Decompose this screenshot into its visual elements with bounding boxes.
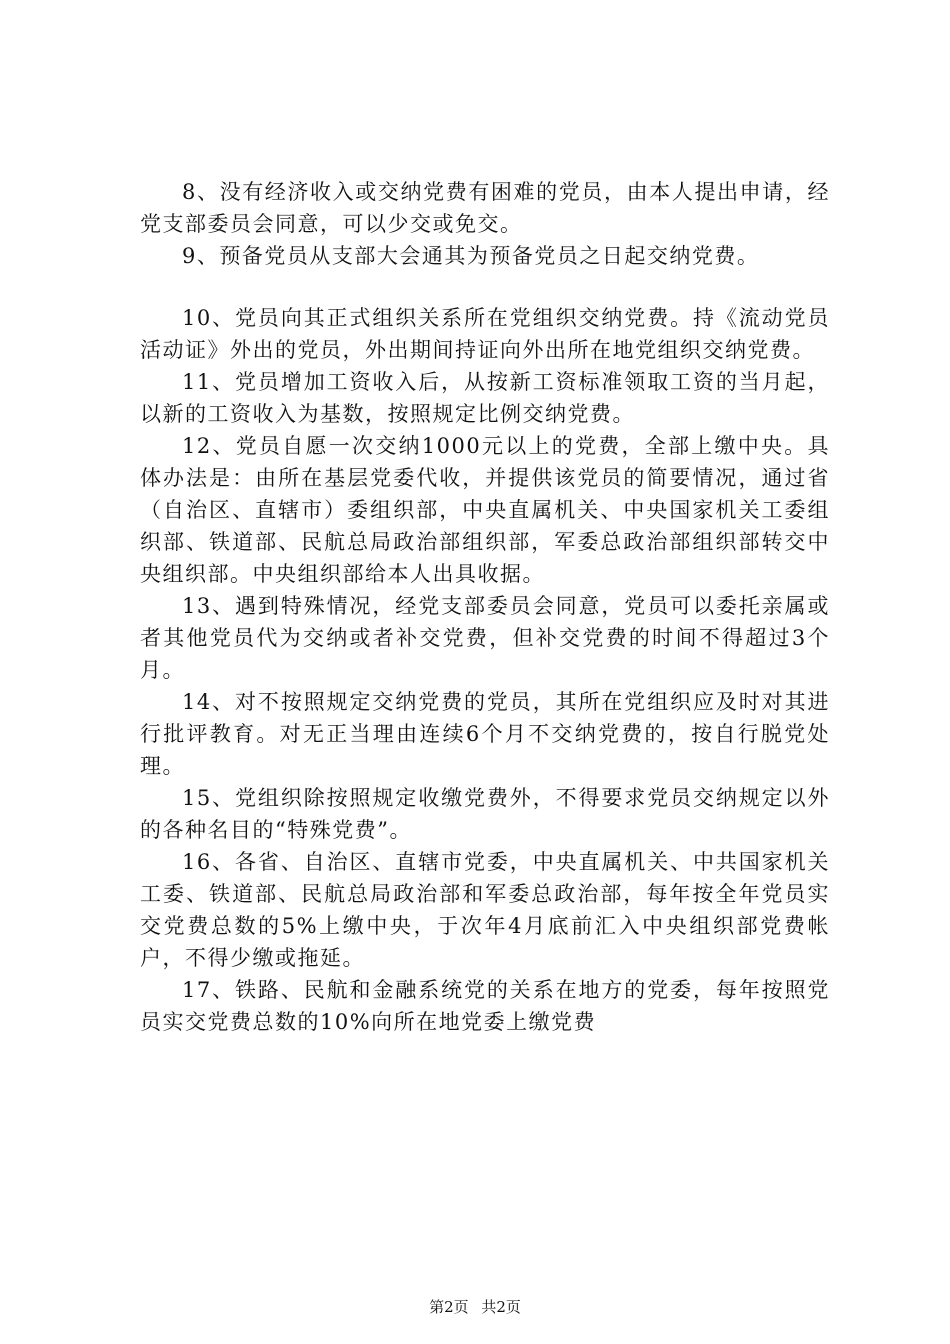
paragraph-12: 12、党员自愿一次交纳1000元以上的党费，全部上缴中央。具体办法是：由所在基层党委代收，并提供该党员的简要情况，通过省（自治区、直辖市）委组织部，中央直属机关、中央国家机关工委组织部、铁道部、民航总局政治部组织部，军委总政治部组织部转交中央组织部。中央组织部给本人出具收据。: [140, 434, 830, 586]
paragraph-13: 13、遇到特殊情况，经党支部委员会同意，党员可以委托亲属或者其他党员代为交纳或者补交党费，但补交党费的时间不得超过3个月。: [140, 594, 830, 682]
paragraph-16: 16、各省、自治区、直辖市党委，中央直属机关、中共国家机关工委、铁道部、民航总局政治部和军委总政治部，每年按全年党员实交党费总数的5%上缴中央，于次年4月底前汇入中央组织部党费帐户，不得少缴或拖延。: [140, 850, 830, 970]
paragraph-10: 10、党员向其正式组织关系所在党组织交纳党费。持《流动党员活动证》外出的党员，外出期间持证向外出所在地党组织交纳党费。: [140, 306, 830, 362]
page-total: 共2页: [481, 1298, 521, 1316]
paragraph-11: 11、党员增加工资收入后，从按新工资标准领取工资的当月起，以新的工资收入为基数，按照规定比例交纳党费。: [140, 370, 830, 426]
paragraph-9: 9、预备党员从支部大会通其为预备党员之日起交纳党费。: [182, 244, 760, 268]
paragraph-8: 8、没有经济收入或交纳党费有困难的党员，由本人提出申请，经党支部委员会同意，可以少交或免交。: [140, 180, 830, 236]
paragraph-17: 17、铁路、民航和金融系统党的关系在地方的党委，每年按照党员实交党费总数的10%向所在地党委上缴党费: [140, 978, 830, 1034]
page-footer: [0, 1296, 950, 1317]
paragraph-15: 15、党组织除按照规定收缴党费外，不得要求党员交纳规定以外的各种名目的“特殊党费”。: [140, 786, 830, 842]
page-number: 第2页: [429, 1298, 469, 1316]
paragraph-14: 14、对不按照规定交纳党费的党员，其所在党组织应及时对其进行批评教育。对无正当理由连续6个月不交纳党费的，按自行脱党处理。: [140, 690, 830, 778]
document-body: [140, 176, 830, 1038]
